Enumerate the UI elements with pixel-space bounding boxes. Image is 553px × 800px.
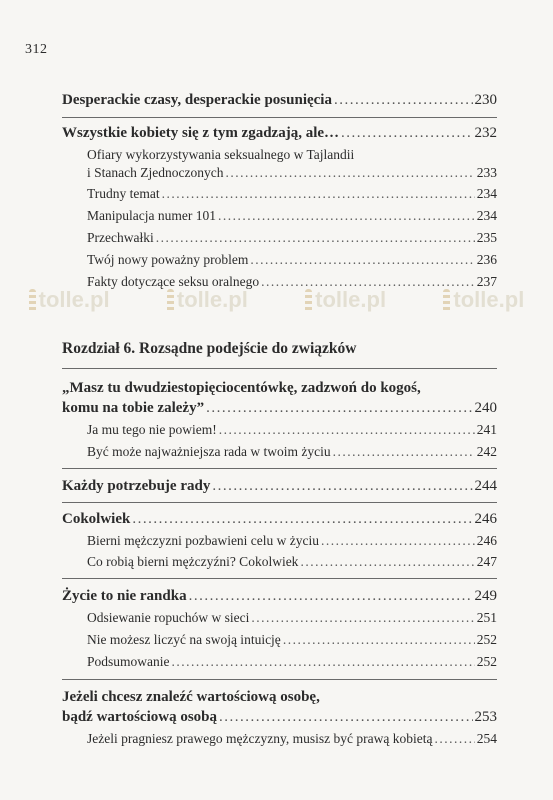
leader-dots <box>261 273 475 291</box>
toc-subentry-page: 254 <box>476 731 497 746</box>
toc-subentry-title: i Stanach Zjednoczonych <box>87 165 224 180</box>
toc-subentry-page: 246 <box>476 533 497 548</box>
toc-entry[interactable] <box>62 91 497 109</box>
lighthouse-icon <box>167 289 174 311</box>
leader-dots <box>250 251 474 269</box>
section-divider <box>62 117 497 118</box>
toc-subentry-title: Być może najważniejsza rada w twoim życiu <box>87 444 331 459</box>
toc-entry-line: Jeżeli chcesz znaleźć wartościową osobę, <box>62 689 320 705</box>
lighthouse-icon <box>443 289 450 311</box>
leader-dots <box>206 399 472 417</box>
toc-subentry-page: 252 <box>476 632 497 647</box>
toc-subentry-page: 235 <box>476 230 497 245</box>
page-number: 312 <box>25 42 48 57</box>
toc-subentry[interactable] <box>87 553 497 571</box>
toc-entry[interactable] <box>62 124 497 142</box>
lighthouse-icon <box>305 289 312 311</box>
leader-dots <box>218 207 475 225</box>
toc-subentry-title: Trudny temat <box>87 186 160 201</box>
toc-subentry-page: 234 <box>476 208 497 223</box>
toc-subentry[interactable] <box>87 251 497 269</box>
toc-subentry[interactable] <box>87 443 497 461</box>
toc-entry[interactable] <box>62 477 497 495</box>
section-divider <box>62 679 497 680</box>
toc-entry[interactable] <box>62 708 497 726</box>
toc-subentry-title: Bierni mężczyzni pozbawieni celu w życiu <box>87 533 320 548</box>
toc-entry-page: 240 <box>474 400 497 416</box>
toc-subentry-page: 234 <box>476 186 497 201</box>
watermark-text: tolle.pl <box>38 287 110 312</box>
chapter-heading: Rozdział 6. Rozsądne podejście do związków <box>62 340 357 357</box>
leader-dots <box>219 421 475 439</box>
toc-subentry[interactable] <box>87 631 497 649</box>
toc-subentry-page: 252 <box>476 654 497 669</box>
toc-entry-title: bądź wartościową osobą <box>62 709 218 725</box>
leader-dots <box>172 653 475 671</box>
toc-subentry[interactable] <box>87 653 497 671</box>
section-divider <box>62 368 497 369</box>
leader-dots <box>219 708 472 726</box>
toc-subentry[interactable] <box>87 532 497 550</box>
leader-dots <box>283 631 475 649</box>
toc-entry[interactable] <box>62 510 497 528</box>
toc-entry-line: „Masz tu dwudziestopięciocentówkę, zadzwoń do kogoś, <box>62 380 421 396</box>
toc-subentry[interactable] <box>87 185 497 203</box>
toc-subentry-page: 241 <box>476 422 497 437</box>
toc-entry-title: Życie to nie randka <box>62 588 187 604</box>
toc-subentry-title: Nie możesz liczyć na swoją intuicję <box>87 632 281 647</box>
toc-subentry-title: Ja mu tego nie powiem! <box>87 422 217 437</box>
toc-subentry[interactable] <box>87 609 497 627</box>
toc-entry-page: 230 <box>474 92 497 108</box>
toc-subentry-title: Manipulacja numer 101 <box>87 208 216 223</box>
leader-dots <box>132 510 472 528</box>
leader-dots <box>251 609 474 627</box>
toc-subentry-title: Fakty dotyczące seksu oralnego <box>87 274 260 289</box>
leader-dots <box>225 164 474 182</box>
leader-dots <box>189 587 473 605</box>
watermark-text: tolle.pl <box>176 287 248 312</box>
leader-dots <box>162 185 475 203</box>
toc-entry-title: Każdy potrzebuje rady <box>62 478 211 494</box>
toc-subentry-page: 236 <box>476 252 497 267</box>
toc-entry-page: 246 <box>474 511 497 527</box>
toc-entry[interactable] <box>62 399 497 417</box>
toc-entry-title: Cokolwiek <box>62 511 131 527</box>
toc-entry-title: Desperackie czasy, desperackie posunięcia <box>62 92 332 108</box>
toc-subentry-title: Odsiewanie ropuchów w sieci <box>87 610 250 625</box>
toc-entry-page: 232 <box>474 125 497 141</box>
leader-dots <box>333 443 475 461</box>
toc-subentry[interactable] <box>87 207 497 225</box>
leader-dots <box>334 91 473 109</box>
toc-entry-page: 249 <box>474 588 497 604</box>
toc-subentry[interactable] <box>87 164 497 182</box>
leader-dots <box>156 229 475 247</box>
toc-subentry-page: 251 <box>476 610 497 625</box>
leader-dots <box>434 730 474 748</box>
toc-subentry-page: 242 <box>476 444 497 459</box>
leader-dots <box>341 124 472 142</box>
leader-dots <box>212 477 472 495</box>
toc-subentry-page: 233 <box>476 165 497 180</box>
toc-entry[interactable] <box>62 587 497 605</box>
leader-dots <box>300 553 474 571</box>
section-divider <box>62 502 497 503</box>
leader-dots <box>321 532 475 550</box>
toc-subentry-page: 247 <box>476 554 497 569</box>
toc-subentry-title: Podsumowanie <box>87 654 170 669</box>
toc-subentry-title: Co robią bierni mężczyźni? Cokolwiek <box>87 554 299 569</box>
toc-subentry-title: Przechwałki <box>87 230 154 245</box>
section-divider <box>62 578 497 579</box>
toc-entry-page: 253 <box>474 709 497 725</box>
toc-entry-title: Wszystkie kobiety się z tym zgadzają, ale… <box>62 125 340 141</box>
toc-subentry[interactable] <box>87 229 497 247</box>
toc-entry-title: komu na tobie zależy” <box>62 400 205 416</box>
toc-subentry[interactable] <box>87 730 497 748</box>
watermark-text: tolle.pl <box>453 287 525 312</box>
watermark-text: tolle.pl <box>315 287 387 312</box>
toc-subentry-line: Ofiary wykorzystywania seksualnego w Tajlandii <box>87 147 355 162</box>
lighthouse-icon <box>29 289 36 311</box>
toc-subentry[interactable] <box>87 421 497 439</box>
toc-subentry-title: Jeżeli pragniesz prawego mężczyzny, musisz być prawą kobietą <box>87 731 433 746</box>
section-divider <box>62 468 497 469</box>
toc-subentry-title: Twój nowy poważny problem <box>87 252 249 267</box>
toc-entry-page: 244 <box>474 478 497 494</box>
toc-subentry-page: 237 <box>476 274 497 289</box>
toc-subentry[interactable] <box>87 273 497 291</box>
